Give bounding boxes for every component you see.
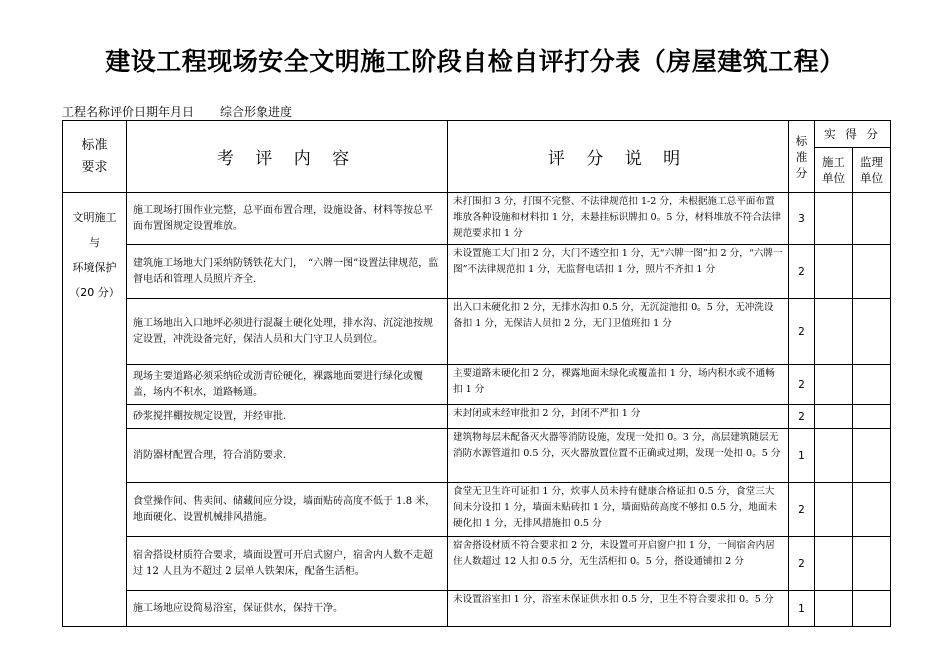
row-score: 3: [789, 193, 815, 245]
row-supervision-score[interactable]: [853, 245, 891, 299]
header-row-1: [63, 121, 891, 148]
row-content: 食堂操作间、售卖间、储藏间应分设，墙面贴砖高度不低于 1.8 米，地面硬化、设置机械排风措施。: [127, 483, 448, 537]
row-content: 施工场地出入口地坪必须进行混凝土硬化处理，排水沟、沉淀池按规定设置，冲洗设备完好，保洁人员和大门守卫人员到位。: [127, 299, 448, 365]
row-construction-score[interactable]: [815, 591, 853, 627]
row-rule: 食堂无卫生许可证扣 1 分，炊事人员未持有健康合格证扣 0.5 分，食堂三大间未分设扣 1 分，墙面未贴砖扣 1 分，墙面贴砖高度不够扣 0.5 分，地面未硬化扣 1 分，无排风措施扣 0.5 分: [448, 483, 789, 537]
row-construction-score[interactable]: [815, 193, 853, 245]
row-score: 2: [789, 365, 815, 405]
header-construction-unit: 施工 单位: [815, 148, 853, 193]
table-row: [63, 591, 891, 627]
category-cell: 文明施工 与 环境保护 （20 分）: [63, 193, 127, 627]
header-content: 考 评 内 容: [127, 121, 448, 193]
table-row: [63, 429, 891, 483]
row-rule: 未设置浴室扣 1 分，浴室未保证供水扣 0.5 分，卫生不符合要求扣 0。5 分: [448, 591, 789, 627]
row-score: 2: [789, 299, 815, 365]
row-supervision-score[interactable]: [853, 365, 891, 405]
row-content: 消防器材配置合理，符合消防要求.: [127, 429, 448, 483]
header-actual-score: 实 得 分: [815, 121, 891, 148]
row-supervision-score[interactable]: [853, 299, 891, 365]
row-rule: 未封闭或未经审批扣 2 分，封闭不严扣 1 分: [448, 405, 789, 429]
table-row: [63, 193, 891, 245]
row-construction-score[interactable]: [815, 245, 853, 299]
row-construction-score[interactable]: [815, 405, 853, 429]
row-supervision-score[interactable]: [853, 591, 891, 627]
row-construction-score[interactable]: [815, 365, 853, 405]
row-score: 1: [789, 591, 815, 627]
table-row: [63, 245, 891, 299]
header-rules: 评 分 说 明: [448, 121, 789, 193]
row-content: 现场主要道路必须采纳砼或沥青砼硬化，裸露地面要进行绿化或覆盖，场内不积水，道路畅通。: [127, 365, 448, 405]
row-supervision-score[interactable]: [853, 193, 891, 245]
row-construction-score[interactable]: [815, 429, 853, 483]
table-row: [63, 537, 891, 591]
row-rule: 宿舍搭设材质不符合要求扣 2 分，未设置可开启窗户扣 1 分，一间宿舍内居住人数超过 12 人扣 0.5 分，无生活柜扣 0。5 分，搭设通铺扣 2 分: [448, 537, 789, 591]
score-table: [62, 120, 891, 627]
row-score: 1: [789, 429, 815, 483]
row-construction-score[interactable]: [815, 537, 853, 591]
row-score: 2: [789, 537, 815, 591]
row-rule: 建筑物每层未配备灭火器等消防设施，发现一处扣 0。3 分，高层建筑随层无消防水源管道扣 0.5 分，灭火器放置位置不正确或过期，发现一处扣 0。5 分: [448, 429, 789, 483]
row-rule: 未设置施工大门扣 2 分，大门不透空扣 1 分，无“六牌一图”扣 2 分，“六牌一图”不法律规范扣 1 分，无监督电话扣 1 分，照片不齐扣 1 分: [448, 245, 789, 299]
table-row: [63, 483, 891, 537]
row-content: 施工场地应设简易浴室，保证供水，保持干净。: [127, 591, 448, 627]
row-content: 建筑施工场地大门采纳防锈铁花大门， “六牌一图”设置法律规范，监督电话和管理人员照片齐全.: [127, 245, 448, 299]
row-content: 施工现场打围作业完整，总平面布置合理，设施设备、材料等按总平面布置图规定设置堆放。: [127, 193, 448, 245]
row-supervision-score[interactable]: [853, 483, 891, 537]
row-score: 2: [789, 405, 815, 429]
meta-line: [62, 103, 292, 120]
table-row: [63, 365, 891, 405]
row-score: 2: [789, 245, 815, 299]
row-content: 砂浆搅拌棚按规定设置，并经审批.: [127, 405, 448, 429]
row-construction-score[interactable]: [815, 483, 853, 537]
row-score: 2: [789, 483, 815, 537]
row-supervision-score[interactable]: [853, 537, 891, 591]
table-row: [63, 405, 891, 429]
meta-progress: 综合形象进度: [220, 105, 293, 119]
header-supervision-unit: 监理 单位: [853, 148, 891, 193]
page-title: 建设工程现场安全文明施工阶段自检自评打分表（房屋建筑工程）: [105, 47, 845, 76]
header-standard: 标准 要求: [63, 121, 127, 193]
row-rule: 出入口未硬化扣 2 分，无排水沟扣 0.5 分，无沉淀池扣 0。5 分，无冲洗设备扣 1 分，无保洁人员扣 2 分，无门卫值班扣 1 分: [448, 299, 789, 365]
row-rule: 主要道路未硬化扣 2 分，裸露地面未绿化或覆盖扣 1 分，场内积水或不通畅扣 1 分: [448, 365, 789, 405]
row-supervision-score[interactable]: [853, 429, 891, 483]
row-supervision-score[interactable]: [853, 405, 891, 429]
row-rule: 未打围扣 3 分，打围不完整、不法律规范扣 1-2 分，未根据施工总平面布置堆放各种设施和材料扣 1 分，未悬挂标识牌扣 0。5 分，材料堆放不符合法律规范要求扣 1 分: [448, 193, 789, 245]
meta-project-date: 工程名称评价日期年月日: [62, 105, 195, 119]
table-row: [63, 299, 891, 365]
header-standard-score: 标 准 分: [789, 121, 815, 193]
row-construction-score[interactable]: [815, 299, 853, 365]
row-content: 宿舍搭设材质符合要求，墙面设置可开启式窗户，宿舍内人数不走超过 12 人且为不超过 2 层单人铁架床，配备生活柜。: [127, 537, 448, 591]
